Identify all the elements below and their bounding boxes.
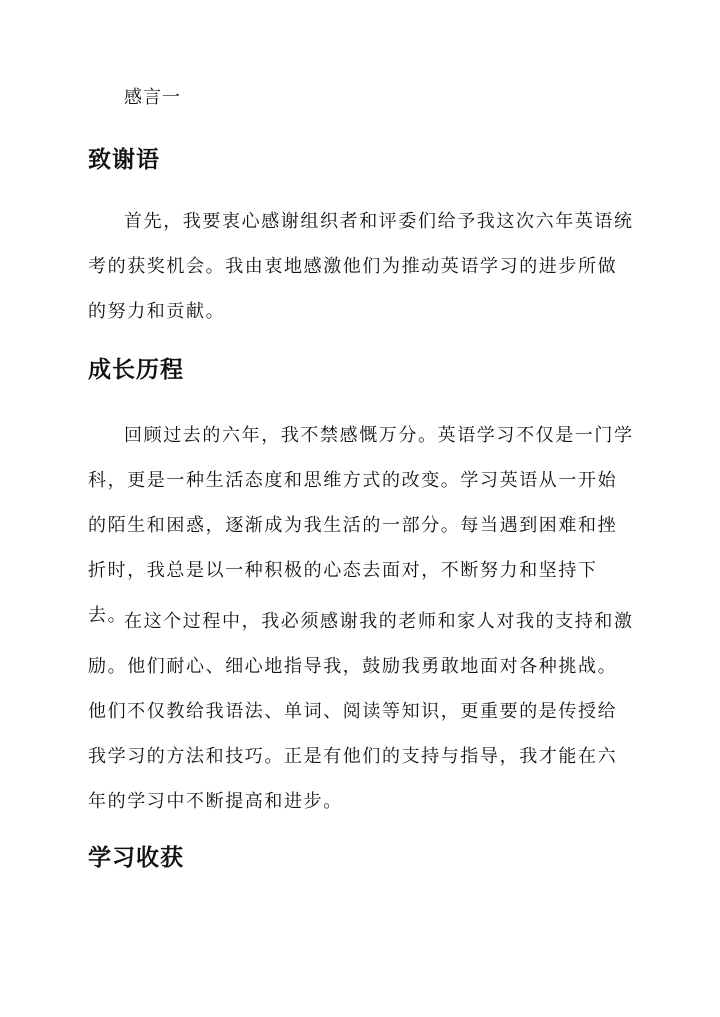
section-heading-growth: 成长历程	[88, 356, 184, 383]
intro-label: 感言一	[124, 87, 181, 108]
paragraph-thanks: 首先，我要衷心感谢组织者和评委们给予我这次六年英语统考的获奖机会。我由衷地感激他们为推动英语学习的进步所做的努力和贡献。	[88, 211, 634, 322]
section-heading-thanks: 致谢语	[88, 146, 160, 173]
section-heading-gains: 学习收获	[88, 844, 184, 871]
paragraph-growth-2: 在这个过程中，我必须感谢我的老师和家人对我的支持和激励。他们耐心、细心地指导我，鼓励我勇敢地面对各种挑战。他们不仅教给我语法、单词、阅读等知识，更重要的是传授给我学习的方法和技巧。正是有他们的支持与指导，我才能在六年的学习中不断提高和进步。	[88, 611, 634, 812]
paragraph-growth-1: 回顾过去的六年，我不禁感慨万分。英语学习不仅是一门学科，更是一种生活态度和思维方式的改变。学习英语从一开始的陌生和困惑，逐渐成为我生活的一部分。每当遇到困难和挫折时，我总是以一种积极的心态去面对，不断努力和坚持下去。	[88, 425, 634, 626]
